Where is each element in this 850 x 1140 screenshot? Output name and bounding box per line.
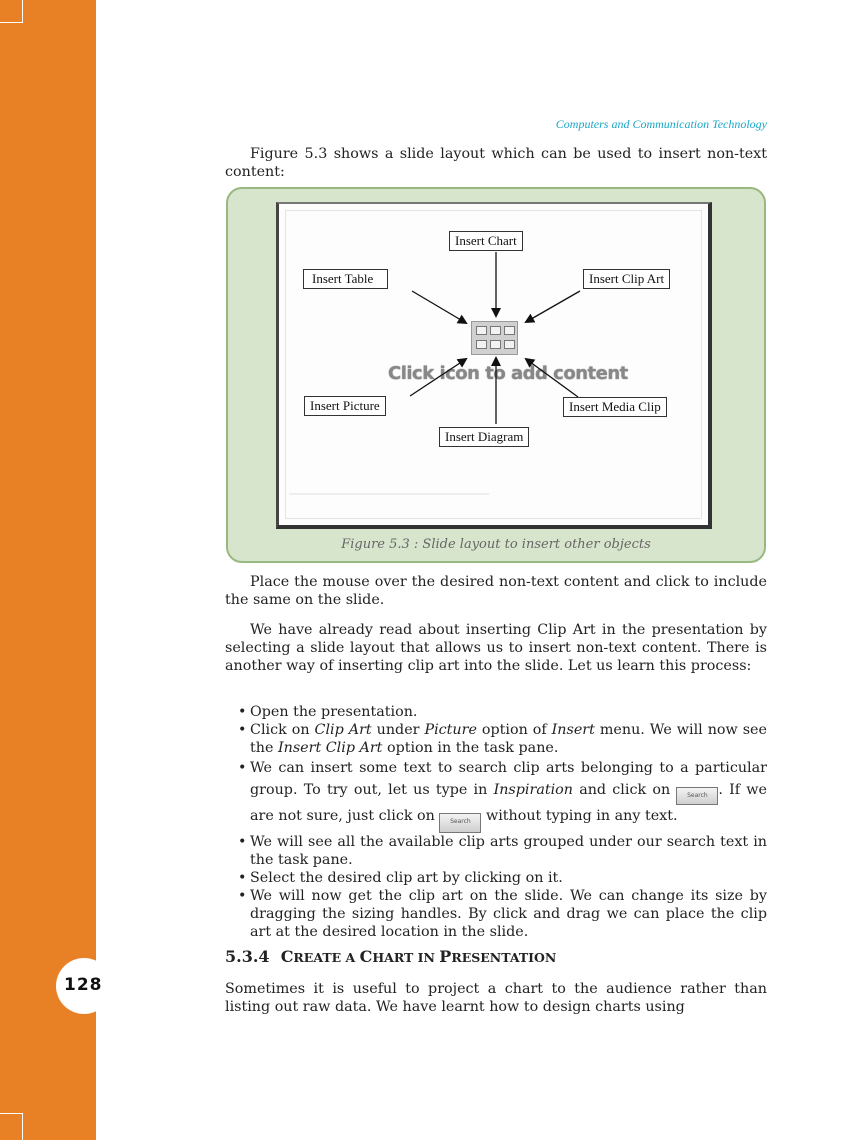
list-item	[238, 887, 767, 941]
arrow-table	[412, 291, 466, 323]
steps-list	[238, 703, 767, 941]
list-item-text: option in the task pane.	[382, 740, 559, 756]
callout-insert-table: Insert Table	[303, 269, 388, 289]
section-title-part: P	[439, 947, 452, 966]
section-number: 5.3.4	[225, 947, 270, 966]
go-button-image: Search	[676, 787, 718, 805]
list-item-text: We can insert some text to search clip arts belonging to a particular group. To try out, let us type in	[250, 760, 767, 798]
list-item	[238, 703, 767, 721]
list-item-text: Click on	[250, 722, 315, 738]
arrow-media-clip	[526, 359, 578, 397]
running-head: Computers and Communication Technology	[555, 117, 767, 131]
emphasis-clip-art: Clip Art	[314, 722, 372, 738]
list-item-text: . If we are not sure, just click on	[250, 782, 767, 824]
paragraph-clip-art-intro: We have already read about inserting Clip Art in the presentation by selecting a slide layout that allows us to insert non-text content. There is another way of inserting clip art into the slide. Let us learn this process:	[225, 622, 767, 674]
callout-insert-chart: Insert Chart	[449, 231, 523, 251]
list-item-text: Select the desired clip art by clicking on it.	[250, 870, 563, 886]
list-item	[238, 721, 767, 757]
list-item-text: without typing in any text.	[481, 808, 678, 824]
section-title-part: RESENTATION	[451, 950, 557, 965]
list-item-text: We will now get the clip art on the slide. We can change its size by dragging the sizing handles. By click and drag we can place the clip art at the desired location in the slide.	[250, 888, 767, 940]
list-item-text: Open the presentation.	[250, 704, 418, 720]
section-heading	[225, 947, 556, 966]
list-item	[238, 869, 767, 887]
callout-insert-diagram: Insert Diagram	[439, 427, 529, 447]
section-title-part: C	[280, 947, 294, 966]
paragraph-charts-intro: Sometimes it is useful to project a chart to the audience rather than listing out raw data. We have learnt how to design charts using	[225, 981, 767, 1015]
emphasis-inspiration: Inspiration	[493, 782, 573, 798]
section-title-part: C	[359, 947, 373, 966]
list-item	[238, 833, 767, 869]
list-item-text: We will see all the available clip arts grouped under our search text in the task pane.	[250, 834, 767, 868]
callout-insert-media-clip: Insert Media Clip	[563, 397, 667, 417]
list-item	[238, 757, 767, 833]
arrow-clip-art	[526, 291, 580, 322]
callout-insert-picture: Insert Picture	[304, 396, 386, 416]
page-number: 128	[64, 975, 103, 995]
list-item-text: and click on	[572, 782, 677, 798]
callout-insert-clip-art: Insert Clip Art	[583, 269, 670, 289]
click-icon-to-add-content: Click icon to add content	[388, 363, 628, 384]
arrow-picture	[410, 359, 466, 396]
emphasis-picture: Picture	[424, 722, 477, 738]
emphasis-insert-clip-art: Insert Clip Art	[277, 740, 383, 756]
section-title-part: HART IN	[372, 950, 440, 965]
list-item-text: option of	[476, 722, 552, 738]
intro-paragraph: Figure 5.3 shows a slide layout which can be used to insert non-text content:	[225, 146, 767, 180]
search-button-image: Search	[439, 813, 481, 833]
list-item-text: menu. We will now see the	[250, 722, 767, 756]
section-title-part: REATE A	[293, 950, 360, 965]
emphasis-insert: Insert	[551, 722, 595, 738]
figure-caption: Figure 5.3 : Slide layout to insert other objects	[341, 537, 651, 552]
paragraph-place-mouse: Place the mouse over the desired non-text content and click to include the same on the slide.	[225, 574, 767, 608]
list-item-text: under	[371, 722, 425, 738]
